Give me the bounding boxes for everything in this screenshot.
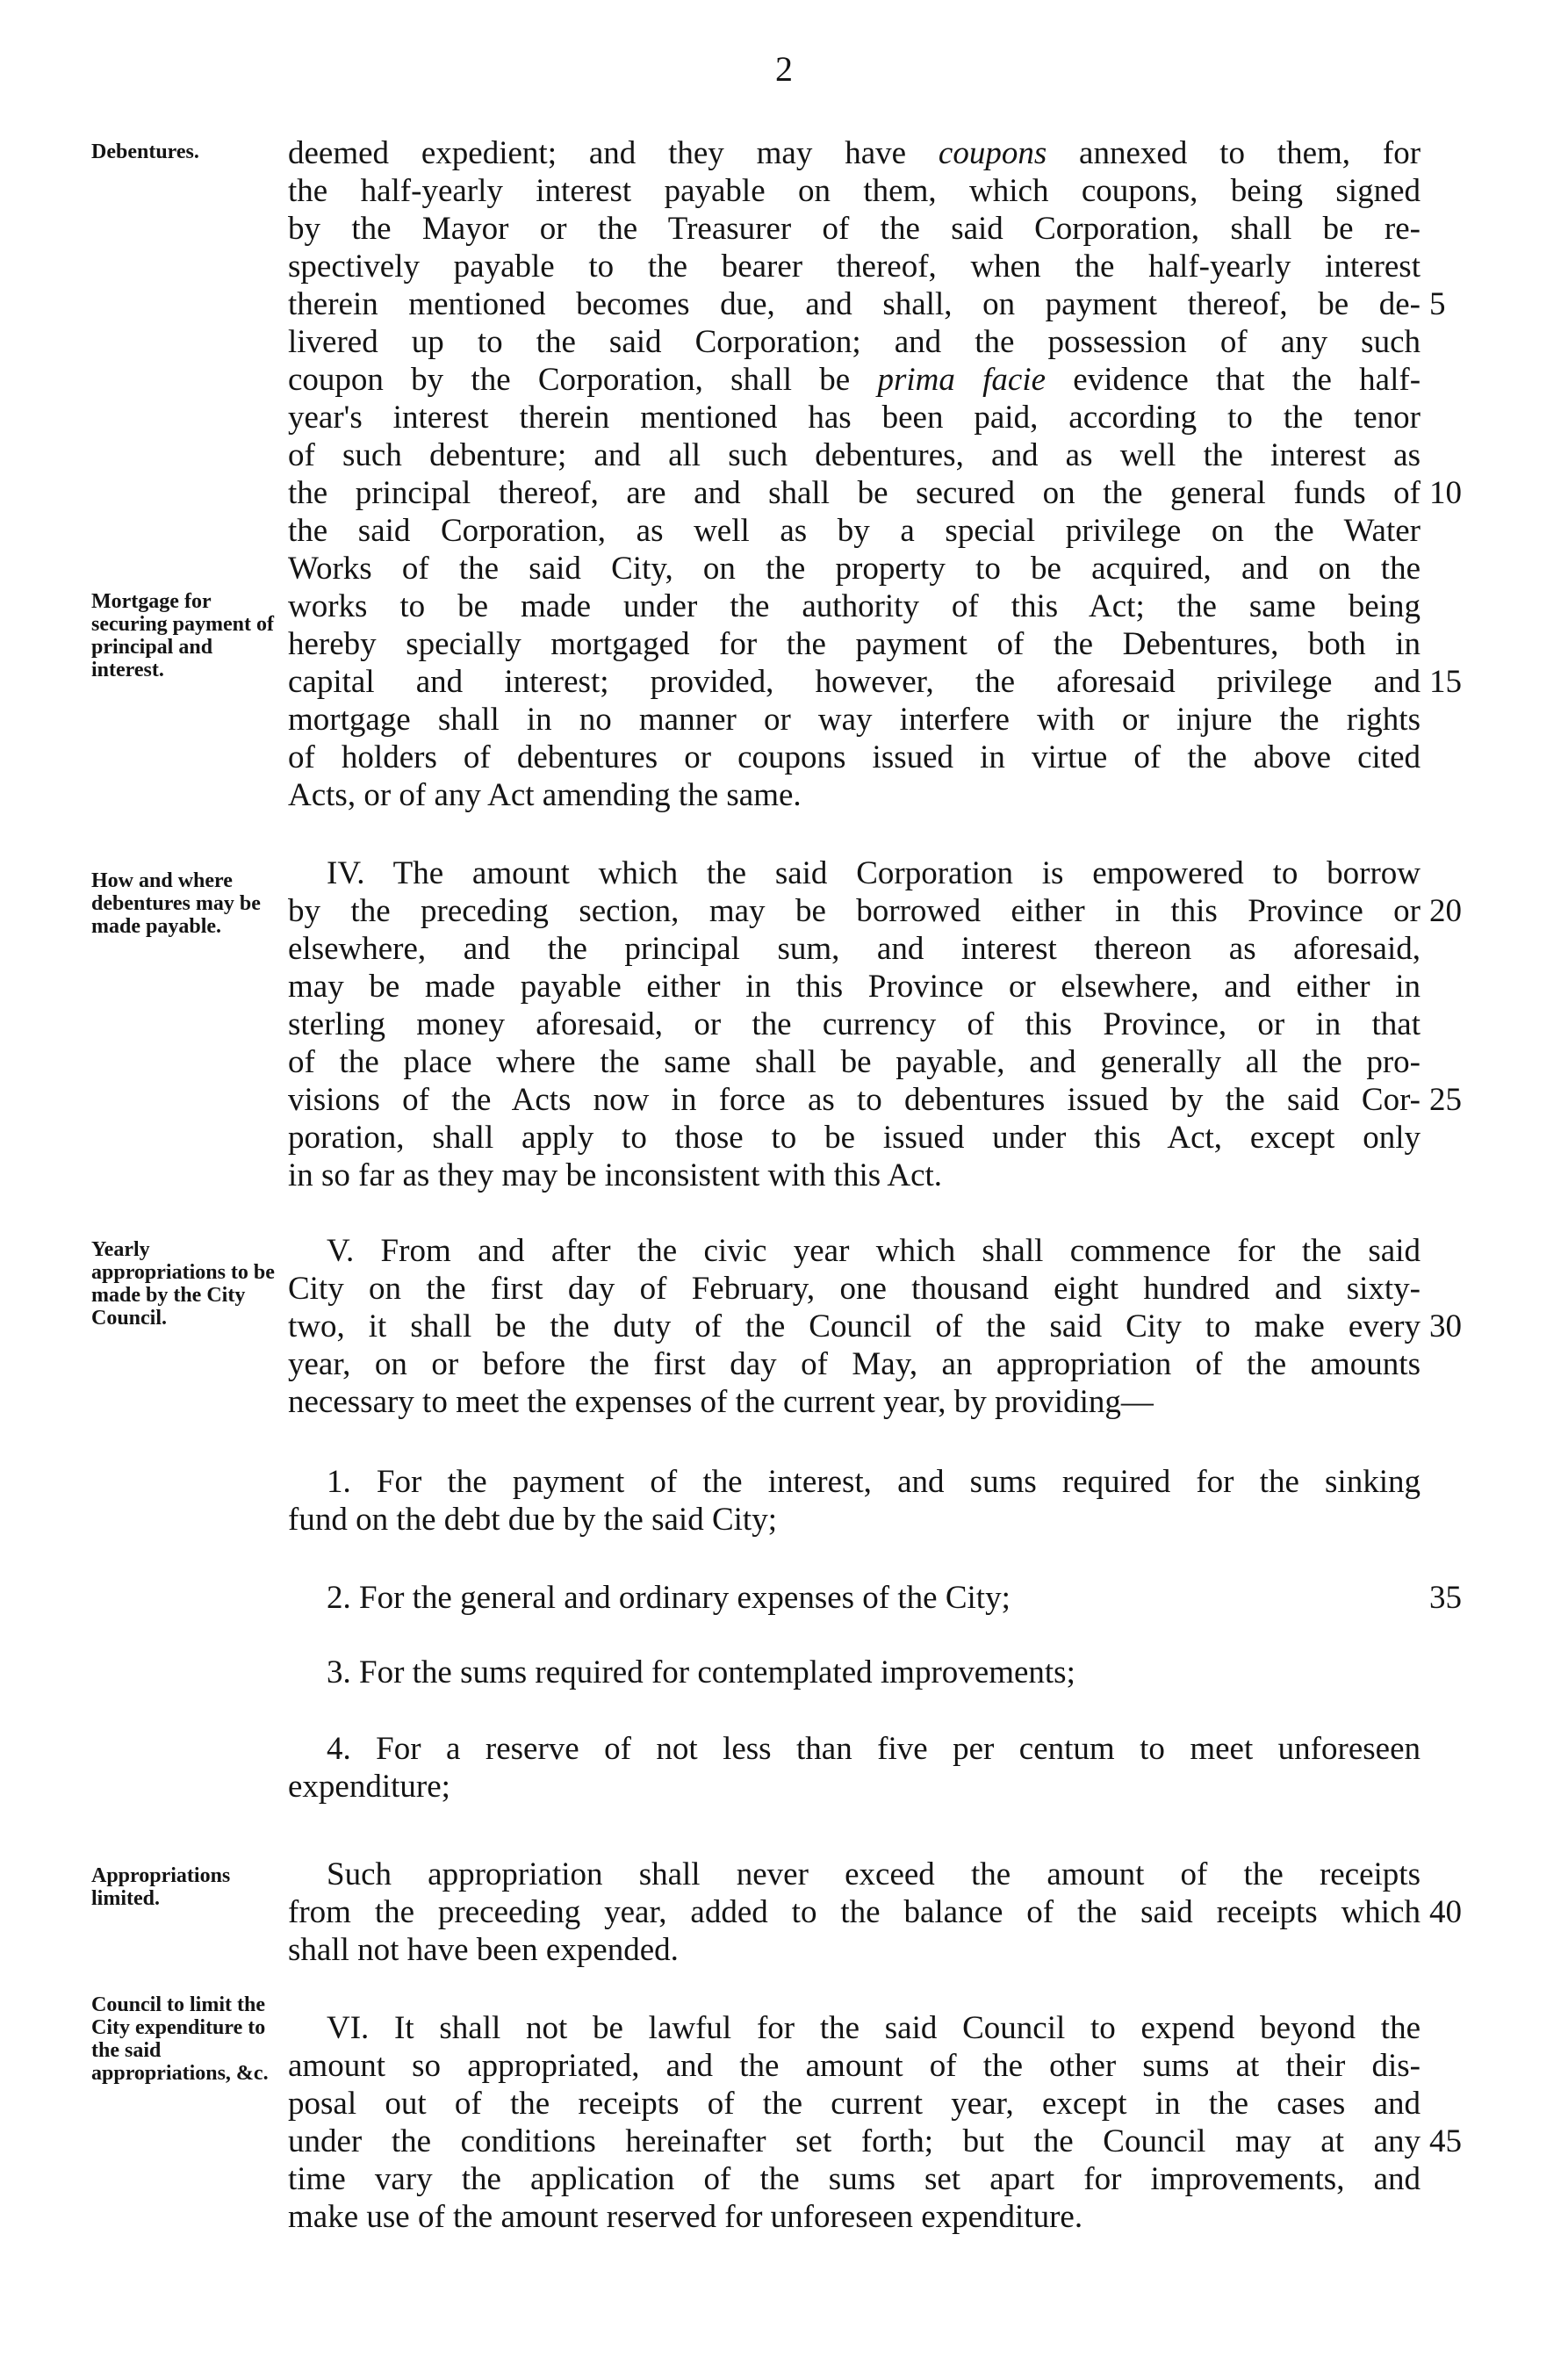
body-line: the principal thereof, are and shall be secured on the general funds of bbox=[288, 475, 1421, 511]
body-line: time vary the application of the sums set apart for improvements, and bbox=[288, 2161, 1421, 2197]
line-number: 30 bbox=[1429, 1308, 1462, 1344]
body-line: necessary to meet the expenses of the current year, by providing— bbox=[288, 1384, 1154, 1420]
body-line: in so far as they may be inconsistent with this Act. bbox=[288, 1157, 943, 1193]
line-number: 35 bbox=[1429, 1580, 1462, 1616]
body-line: from the preceeding year, added to the balance of the said receipts which bbox=[288, 1894, 1421, 1930]
body-line: visions of the Acts now in force as to debentures issued by the said Cor- bbox=[288, 1082, 1421, 1118]
margin-note-yearly-appropriations: Yearly appropriations to be made by the City Council. bbox=[91, 1238, 275, 1330]
body-line: year's interest therein mentioned has been paid, according to the tenor bbox=[288, 400, 1421, 436]
body-line: IV. The amount which the said Corporation is empowered to borrow bbox=[327, 855, 1421, 891]
body-line: shall not have been expended. bbox=[288, 1932, 679, 1968]
body-line: poration, shall apply to those to be issued under this Act, except only bbox=[288, 1120, 1421, 1156]
body-line: Acts, or of any Act amending the same. bbox=[288, 777, 802, 813]
body-line: may be made payable either in this Province or elsewhere, and either in bbox=[288, 969, 1421, 1005]
body-line: of the place where the same shall be payable, and generally all the pro- bbox=[288, 1044, 1421, 1080]
body-line: fund on the debt due by the said City; bbox=[288, 1502, 777, 1538]
body-line: by the Mayor or the Treasurer of the said Corporation, shall be re- bbox=[288, 211, 1421, 247]
body-line: make use of the amount reserved for unforeseen expenditure. bbox=[288, 2199, 1083, 2235]
body-line: of such debenture; and all such debentures, and as well the interest as bbox=[288, 437, 1421, 473]
body-line: works to be made under the authority of this Act; the same being bbox=[288, 588, 1421, 624]
margin-note-mortgage: Mortgage for securing payment of principal and interest. bbox=[91, 590, 274, 681]
line-number: 45 bbox=[1429, 2123, 1462, 2159]
body-line: VI. It shall not be lawful for the said Council to expend beyond the bbox=[327, 2010, 1421, 2046]
body-line: Works of the said City, on the property to be acquired, and on the bbox=[288, 551, 1421, 587]
line-number: 5 bbox=[1429, 286, 1446, 322]
body-line: expenditure; bbox=[288, 1769, 450, 1805]
body-line: spectively payable to the bearer thereof, when the half-yearly interest bbox=[288, 249, 1421, 285]
body-line: of holders of debentures or coupons issued in virtue of the above cited bbox=[288, 739, 1421, 775]
body-line: under the conditions hereinafter set forth; but the Council may at any bbox=[288, 2123, 1421, 2159]
body-line: the said Corporation, as well as by a special privilege on the Water bbox=[288, 513, 1421, 549]
body-line: 2. For the general and ordinary expenses of the City; bbox=[327, 1580, 1011, 1616]
line-number: 25 bbox=[1429, 1082, 1462, 1118]
line-number: 10 bbox=[1429, 475, 1462, 511]
body-line: coupon by the Corporation, shall be prima facie evidence that the half- bbox=[288, 362, 1421, 398]
body-line: deemed expedient; and they may have coupons annexed to them, for bbox=[288, 135, 1421, 171]
line-number: 20 bbox=[1429, 893, 1462, 929]
body-line: 4. For a reserve of not less than five per centum to meet unforeseen bbox=[327, 1731, 1421, 1767]
body-line: elsewhere, and the principal sum, and interest thereon as aforesaid, bbox=[288, 931, 1421, 967]
body-line: livered up to the said Corporation; and the possession of any such bbox=[288, 324, 1421, 360]
line-number: 40 bbox=[1429, 1894, 1462, 1930]
body-line: year, on or before the first day of May, an appropriation of the amounts bbox=[288, 1346, 1421, 1382]
margin-note-debentures: Debentures. bbox=[91, 141, 199, 163]
page-number: 2 bbox=[775, 49, 793, 89]
body-line: hereby specially mortgaged for the payment of the Debentures, both in bbox=[288, 626, 1421, 662]
body-line: 1. For the payment of the interest, and sums required for the sinking bbox=[327, 1464, 1421, 1500]
margin-note-appropriations-limited: Appropriations limited. bbox=[91, 1864, 231, 1910]
margin-note-payable: How and where debentures may be made payable. bbox=[91, 869, 261, 938]
body-line: the half-yearly interest payable on them, which coupons, being signed bbox=[288, 173, 1421, 209]
body-line: 3. For the sums required for contemplated improvements; bbox=[327, 1654, 1075, 1690]
body-line: V. From and after the civic year which shall commence for the said bbox=[327, 1233, 1421, 1269]
body-line: Such appropriation shall never exceed the amount of the receipts bbox=[327, 1856, 1421, 1892]
body-line: City on the first day of February, one thousand eight hundred and sixty- bbox=[288, 1271, 1421, 1307]
body-line: two, it shall be the duty of the Council of the said City to make every bbox=[288, 1308, 1421, 1344]
body-line: sterling money aforesaid, or the currency of this Province, or in that bbox=[288, 1006, 1421, 1042]
body-line: mortgage shall in no manner or way interfere with or injure the rights bbox=[288, 702, 1421, 738]
body-line: amount so appropriated, and the amount of the other sums at their dis- bbox=[288, 2048, 1421, 2084]
body-line: capital and interest; provided, however, the aforesaid privilege and bbox=[288, 664, 1421, 700]
body-line: by the preceding section, may be borrowed either in this Province or bbox=[288, 893, 1421, 929]
line-number: 15 bbox=[1429, 664, 1462, 700]
body-line: therein mentioned becomes due, and shall, on payment thereof, be de- bbox=[288, 286, 1421, 322]
margin-note-council-limit: Council to limit the City expenditure to the said appropriations, &c. bbox=[91, 1993, 269, 2085]
body-line: posal out of the receipts of the current year, except in the cases and bbox=[288, 2086, 1421, 2122]
